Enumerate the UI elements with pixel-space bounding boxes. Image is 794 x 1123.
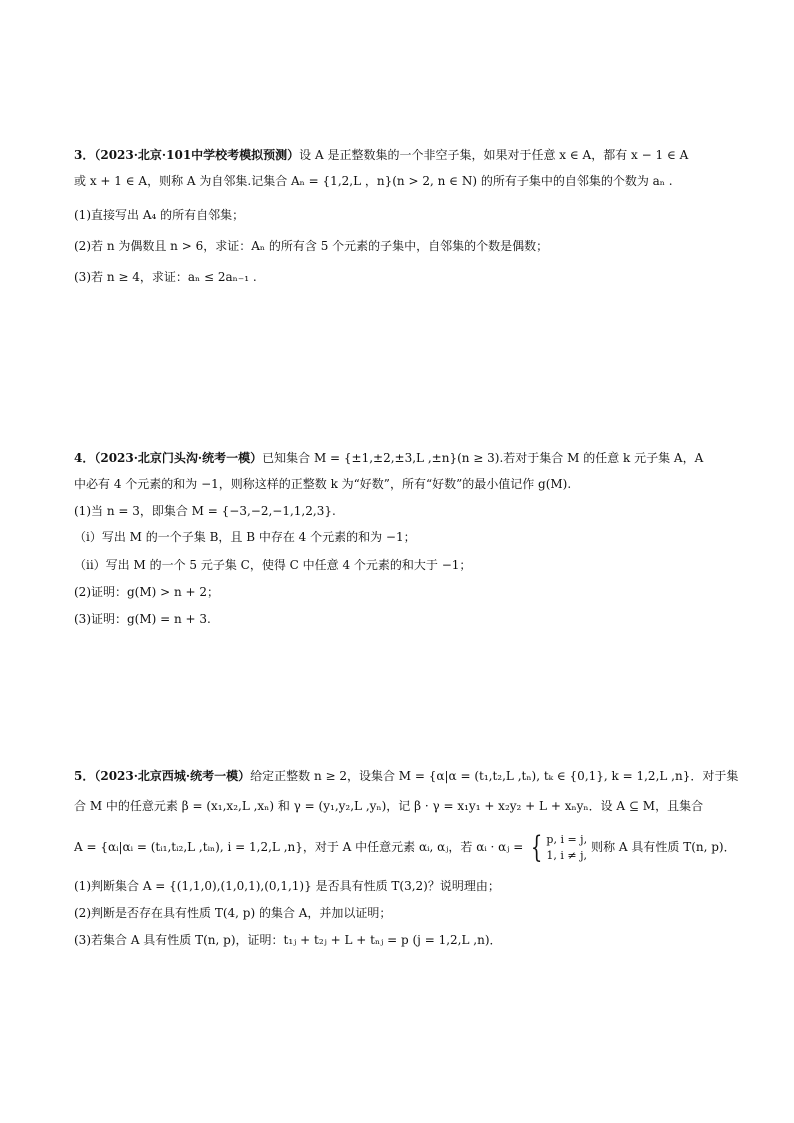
problem-3-text-1: 设 A 是正整数集的一个非空子集，如果对于任意 x ∈ A，都有 x − 1 ∈ A	[299, 148, 689, 162]
problem-3-line-2: 或 x + 1 ∈ A，则称 A 为自邻集.记集合 Aₙ = {1,2,L ，n}(n > 2, n ∈ N) 的所有子集中的自邻集的个数为 aₙ .	[74, 174, 673, 188]
problem-4-line-2: 中必有 4 个元素的和为 −1，则称这样的正整数 k 为“好数”，所有“好数”的最小值记作 g(M).	[74, 477, 572, 491]
problem-5-text-1: 给定正整数 n ≥ 2，设集合 M = {α|α = (t₁,t₂,L ,tₙ), tₖ ∈ {0,1}, k = 1,2,L ,n}．对于集	[250, 769, 739, 783]
problem-5-text-3: A = {αᵢ|αᵢ = (tᵢ₁,tᵢ₂,L ,tᵢₙ), i = 1,2,L ,n}，对于 A 中任意元素 αᵢ, αⱼ，若 αᵢ · αⱼ =	[74, 840, 524, 854]
problem-5-part-3: (3)若集合 A 具有性质 T(n, p)，证明：t₁ⱼ + t₂ⱼ + L + tₙⱼ = p (j = 1,2,L ,n)．	[74, 933, 502, 947]
problem-5-number: 5．	[74, 769, 95, 783]
problem-4-source: （2023·北京门头沟·统考一模）	[94, 451, 263, 465]
problem-4-part-1-ii: （ii）写出 M 的一个 5 元子集 C，使得 C 中任意 4 个元素的和大于 −1；	[74, 558, 472, 572]
piecewise-cases	[546, 832, 587, 864]
problem-4-part-1: (1)当 n = 3，即集合 M = {−3,−2,−1,1,2,3}.	[74, 504, 336, 518]
problem-5-part-2: (2)判断是否存在具有性质 T(4, p) 的集合 A，并加以证明；	[74, 906, 392, 920]
problem-4-part-1-i: （i）写出 M 的一个子集 B，且 B 中存在 4 个元素的和为 −1；	[74, 530, 416, 544]
problem-5-source: （2023·北京西城·统考一模）	[94, 769, 251, 783]
problem-4-text-1: 已知集合 M = {±1,±2,±3,L ,±n}(n ≥ 3).若对于集合 M 的任意 k 元子集 A，A	[262, 451, 704, 465]
problem-4-line-1	[74, 449, 703, 467]
problem-5-line-1	[74, 767, 738, 785]
piecewise-definition	[527, 830, 587, 866]
problem-3-part-2: (2)若 n 为偶数且 n > 6，求证：Aₙ 的所有含 5 个元素的子集中，自邻集的个数是偶数；	[74, 239, 549, 253]
problem-3-part-1: (1)直接写出 A₄ 的所有自邻集；	[74, 208, 245, 222]
piecewise-case-1: p, i = j,	[546, 833, 588, 846]
problem-3-number: 3．	[74, 148, 95, 162]
problem-4-part-2: (2)证明：g(M) > n + 2；	[74, 585, 220, 599]
problem-5-part-1: (1)判断集合 A = {(1,1,0),(1,0,1),(0,1,1)} 是否具有性质 T(3,2)？说明理由；	[74, 879, 500, 893]
problem-5-text-3b: 则称 A 具有性质 T(n, p)．	[591, 840, 736, 854]
problem-4-number: 4．	[74, 451, 95, 465]
problem-3-source: （2023·北京·101中学校考模拟预测）	[94, 148, 300, 162]
piecewise-brace: {	[531, 830, 543, 865]
piecewise-case-2: 1, i ≠ j,	[546, 849, 588, 862]
problem-3-line-1	[74, 146, 688, 164]
problem-5-line-2: 合 M 中的任意元素 β = (x₁,x₂,L ,xₙ) 和 γ = (y₁,y₂,L ,yₙ)，记 β · γ = x₁y₁ + x₂y₂ + L + xₙyₙ．设 A ⊆ M，且集合	[74, 799, 704, 813]
problem-3-part-3: (3)若 n ≥ 4，求证：aₙ ≤ 2aₙ₋₁ .	[74, 270, 257, 284]
problem-4-part-3: (3)证明：g(M) = n + 3.	[74, 612, 211, 626]
problem-5-line-3	[74, 829, 736, 866]
